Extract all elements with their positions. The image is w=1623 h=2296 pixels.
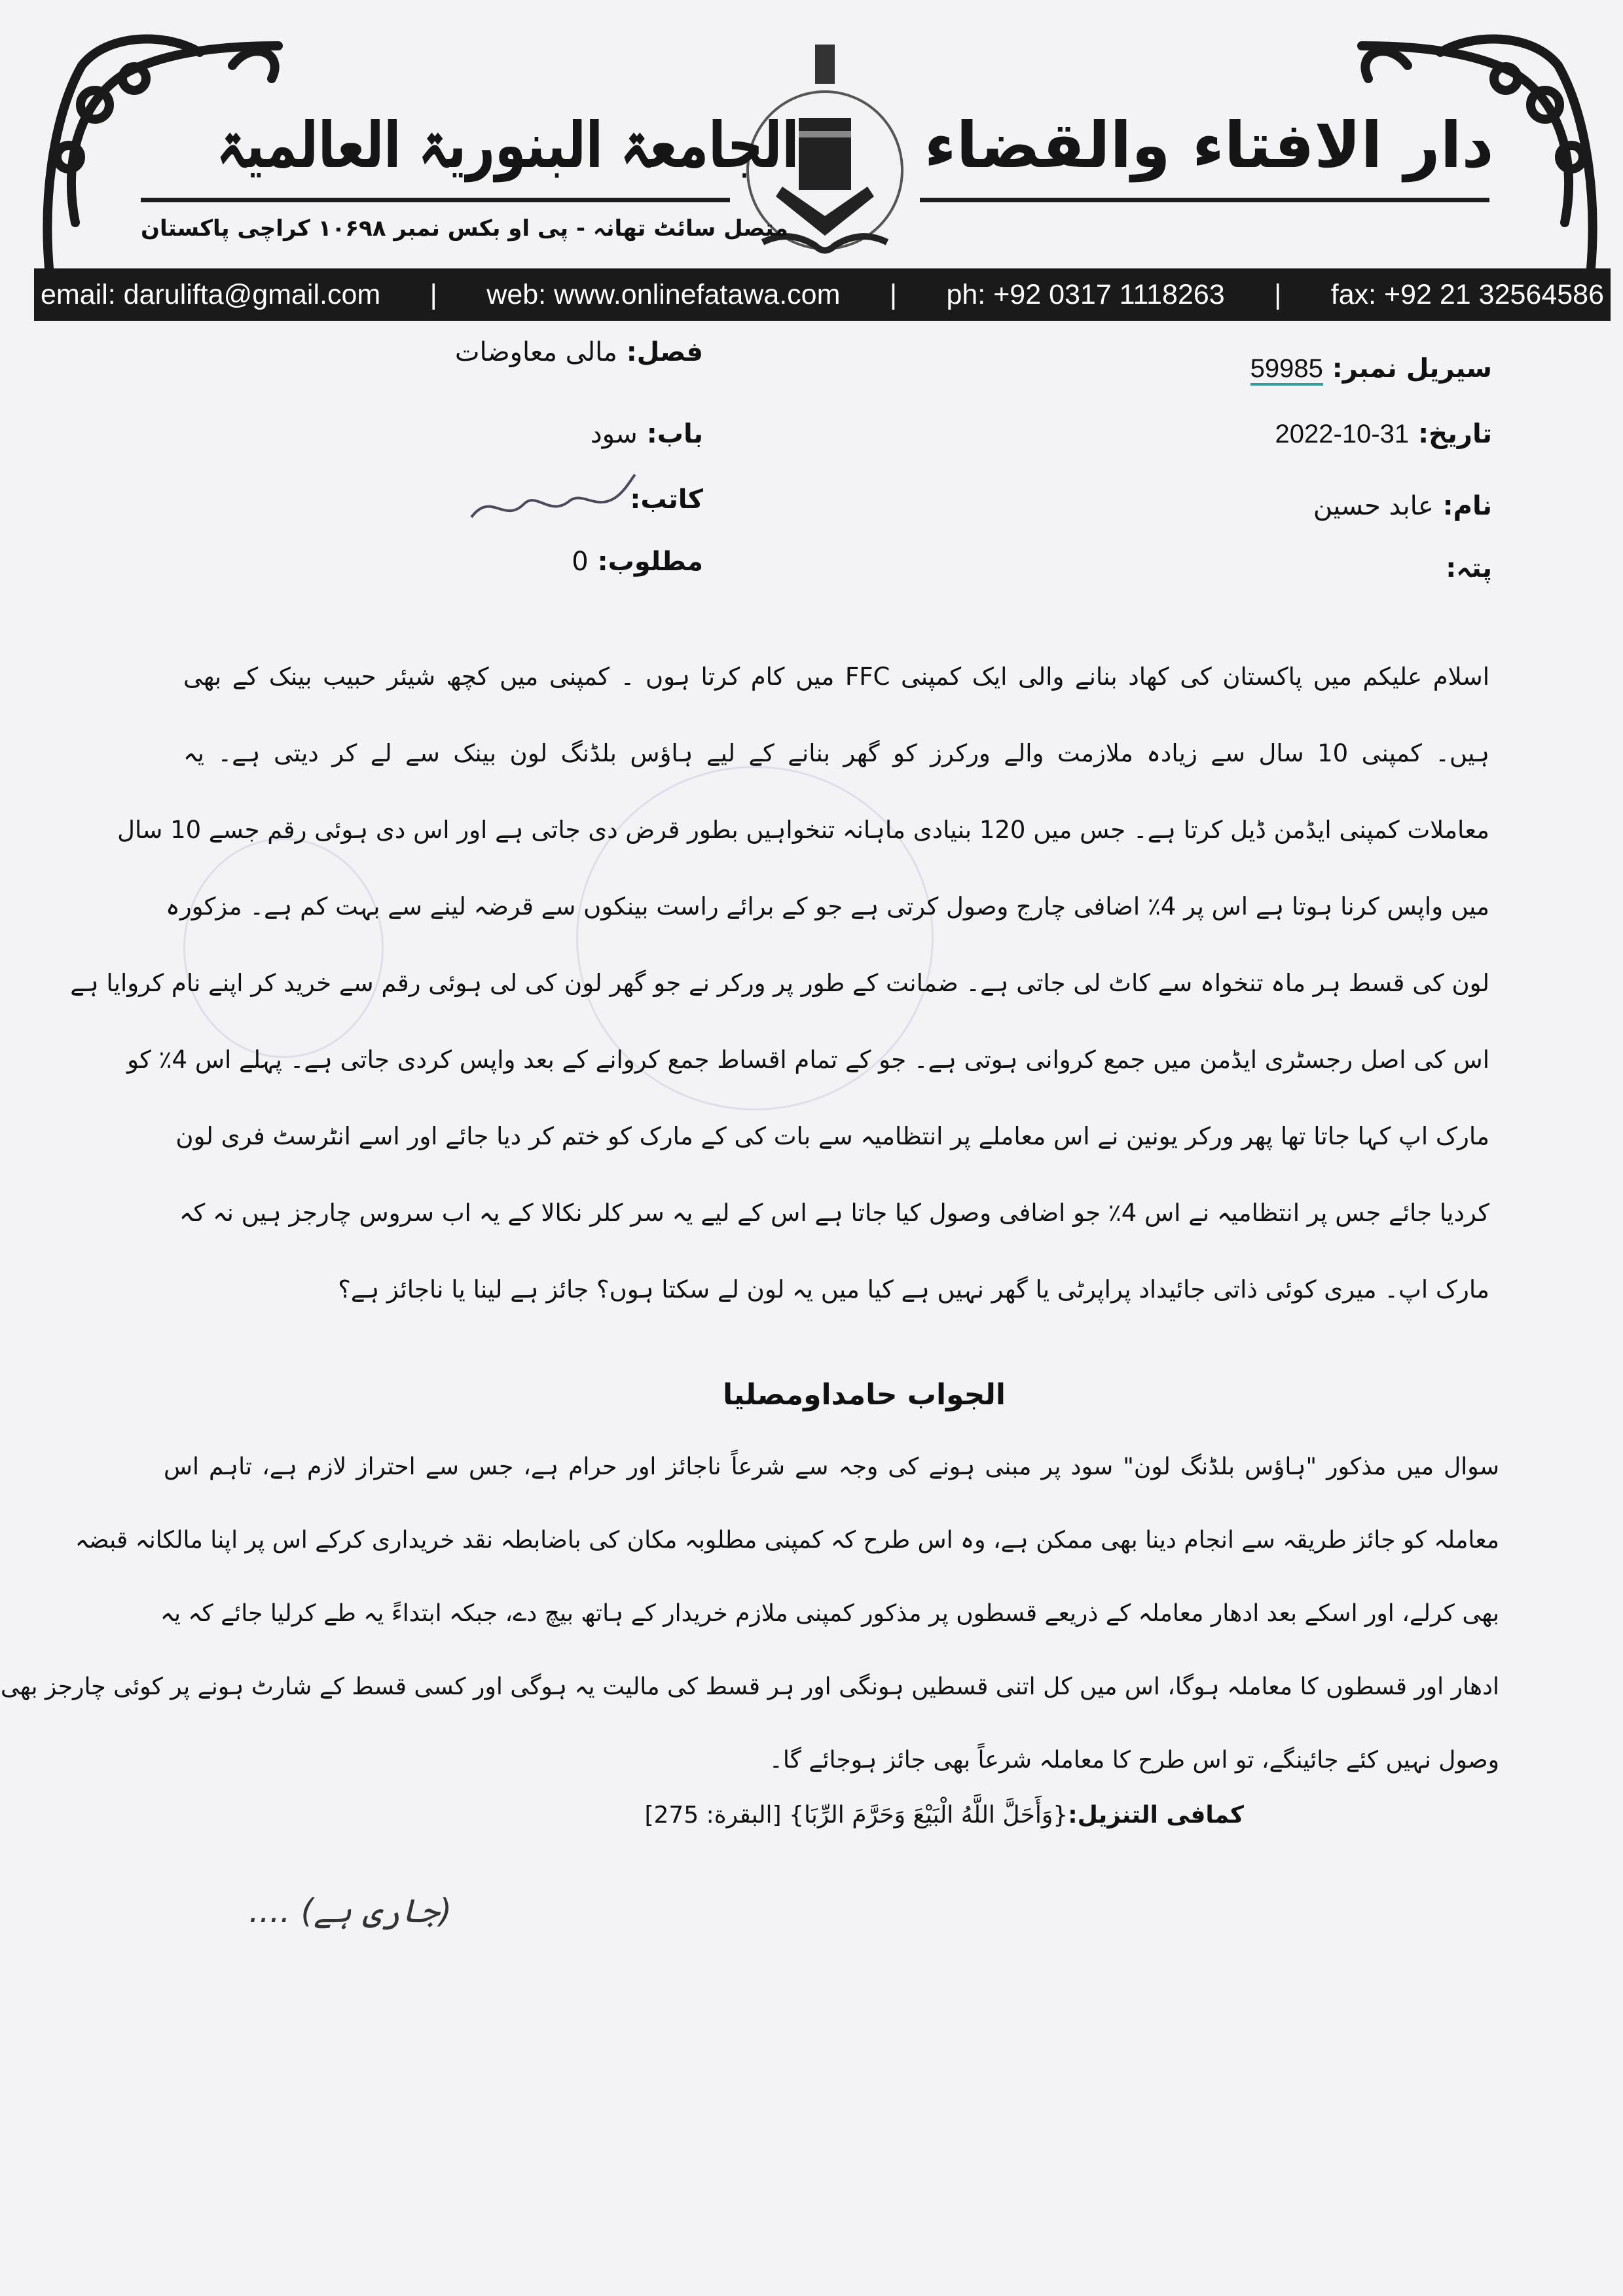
left-title-box	[141, 108, 799, 187]
contact-fax: fax: +92 21 32564586	[1330, 278, 1604, 310]
answer-line: سوال میں مذکور "ہاؤس بلڈنگ لون" سود پر مبنی ہونے کی وجہ سے شرعاً ناجائز اور حرام ہے، جس سے احتراز لازم ہے، تاہم اس	[164, 1453, 1499, 1480]
serial-label: سیریل نمبر:	[1332, 354, 1492, 384]
section-label: فصل:	[626, 337, 703, 367]
question-line: لون کی قسط ہر ماہ تنخواہ سے کاٹ لی جاتی ہے۔ ضمانت کے طور پر ورکر نے جو گھر لون کی لی ہوئی رقم سے خرید کر اپنے نام کروایا ہے	[70, 969, 1489, 997]
question-line: مارک اپ کہا جاتا تھا پھر ورکر یونین نے اس معاملے پر انتظامیہ سے بات کی کے مارک کو ختم کر دیا جائے اور اسے انٹرسٹ فری لون	[175, 1122, 1489, 1150]
question-line: کردیا جائے جس پر انتظامیہ نے اس 4٪ جو اضافی وصول کیا جاتا ہے اس کے لیے یہ سر کلر نکالا کے یہ اب سروس چارجز ہیں نہ کہ	[179, 1199, 1489, 1227]
address-field	[1446, 553, 1492, 583]
required-label: مطلوب:	[597, 547, 703, 577]
question-line: اسلام علیکم میں پاکستان کی کھاد بنانے والی ایک کمپنی FFC میں کام کرتا ہوں ۔ کمپنی میں کچھ شیئر حبیب بینک کے بھی	[183, 663, 1489, 691]
name-value: عابد حسین	[1313, 491, 1434, 521]
date-label: تاریخ:	[1418, 419, 1492, 449]
contact-phone: ph: +92 0317 1118263	[946, 278, 1225, 310]
header-rule-right	[920, 198, 1489, 202]
separator: |	[429, 278, 437, 310]
date-value: 31-10-2022	[1275, 420, 1410, 448]
section-value: مالی معاوضات	[454, 337, 617, 367]
name-label: نام:	[1442, 491, 1492, 521]
citation-label: کمافی التنزیل:	[1068, 1802, 1244, 1829]
continued-note: (جاری ہے) ....	[249, 1892, 452, 1930]
answer-text	[0, 1430, 1499, 1797]
separator: |	[889, 278, 898, 310]
required-field	[572, 547, 703, 577]
answer-line: وصول نہیں کئے جائینگے، تو اس طرح کا معاملہ شرعاً بھی جائز ہوجائے گا۔	[769, 1747, 1499, 1774]
quran-citation	[550, 1802, 1244, 1829]
question-line: اس کی اصل رجسٹری ایڈمن میں جمع کروانی ہوتی ہے۔ جو کے تمام اقساط جمع کروانے کے بعد واپس کردی جاتی ہے۔ پہلے اس 4٪ کو	[127, 1046, 1489, 1074]
department-name-logo: دار الافتاء والقضاء	[924, 109, 1494, 182]
answer-line: ادھار اور قسطوں کا معاملہ ہوگا، اس میں کل اتنی قسطیں ہونگی اور ہر قسط کی مالیت یہ ہوگی اور کسی قسط کے شارٹ ہونے پر کوئی چارجز بھی	[0, 1673, 1499, 1700]
chapter-label: باب:	[646, 419, 703, 449]
answer-line: بھی کرلے، اور اسکے بعد ادھار معاملہ کے ذریعے قسطوں پر مذکور کمپنی ملازم خریدار کے ہاتھ بیچ دے، جبکہ ابتداءً یہ طے کرلیا جائے کہ یہ	[160, 1600, 1499, 1627]
institution-name-logo: الجامعۃ البنوریۃ العالمیۃ	[216, 109, 799, 182]
question-line: معاملات کمپنی ایڈمن ڈیل کرتا ہے۔ جس میں 120 بنیادی ماہانہ تنخواہیں بطور قرض دی جاتی ہے اور اس دی ہوئی رقم جسے 10 سال	[117, 816, 1489, 844]
name-field	[1313, 491, 1492, 521]
writer-signature	[465, 471, 642, 530]
chapter-field	[591, 419, 703, 449]
question-line: مارک اپ۔ میری کوئی ذاتی جائیداد پراپرٹی یا گھر نہیں ہے کیا میں یہ لون لے سکتا ہوں؟ جائز ہے لینا یا ناجائز ہے؟	[338, 1275, 1489, 1303]
serial-value: 59985	[1250, 354, 1323, 386]
date-field	[1275, 419, 1493, 449]
separator: |	[1274, 278, 1282, 310]
serial-number	[1250, 354, 1492, 384]
section-field	[455, 337, 703, 367]
contact-website: web: www.onlinefatawa.com	[486, 278, 841, 310]
required-value: 0	[572, 547, 589, 577]
question-line: ہیں۔ کمپنی 10 سال سے زیادہ ملازمت والے ورکرز کو گھر بنانے کے لیے ہاؤس بلڈنگ لون بینک سے لے کر دیتی ہے۔ یہ	[183, 739, 1489, 767]
question-text	[70, 638, 1489, 1328]
citation-text: {وَأَحَلَّ اللَّهُ الْبَيْعَ وَحَرَّمَ الرِّبَا} [البقرة: 275]	[644, 1802, 1068, 1829]
address-label: پتہ:	[1446, 553, 1492, 583]
question-line: میں واپس کرنا ہوتا ہے اس پر 4٪ اضافی چارج وصول کرتی ہے جو کے برائے راست بینکوں سے قرضہ لینے سے بہت کم ہے۔ مزکورہ	[166, 892, 1489, 920]
institution-address: متصل سائٹ تھانہ - پی او بکس نمبر ۱۰۶۹۸ کراچی پاکستان	[141, 215, 788, 242]
header-rule-left	[141, 198, 730, 202]
chapter-value: سود	[590, 419, 638, 449]
writer-label: کاتب:	[630, 484, 703, 515]
answer-heading: الجواب حامداومصلیا	[723, 1378, 1006, 1412]
contact-email: email: darulifta@gmail.com	[41, 278, 381, 310]
right-title-box	[923, 108, 1493, 187]
contact-bar	[34, 268, 1611, 321]
answer-line: معاملہ کو جائز طریقہ سے انجام دینا بھی ممکن ہے، وہ اس طرح کہ کمپنی مطلوبہ مکان کی باضابطہ نقد خریداری کرکے اس پر اپنا مالکانہ قبضہ	[75, 1527, 1499, 1554]
